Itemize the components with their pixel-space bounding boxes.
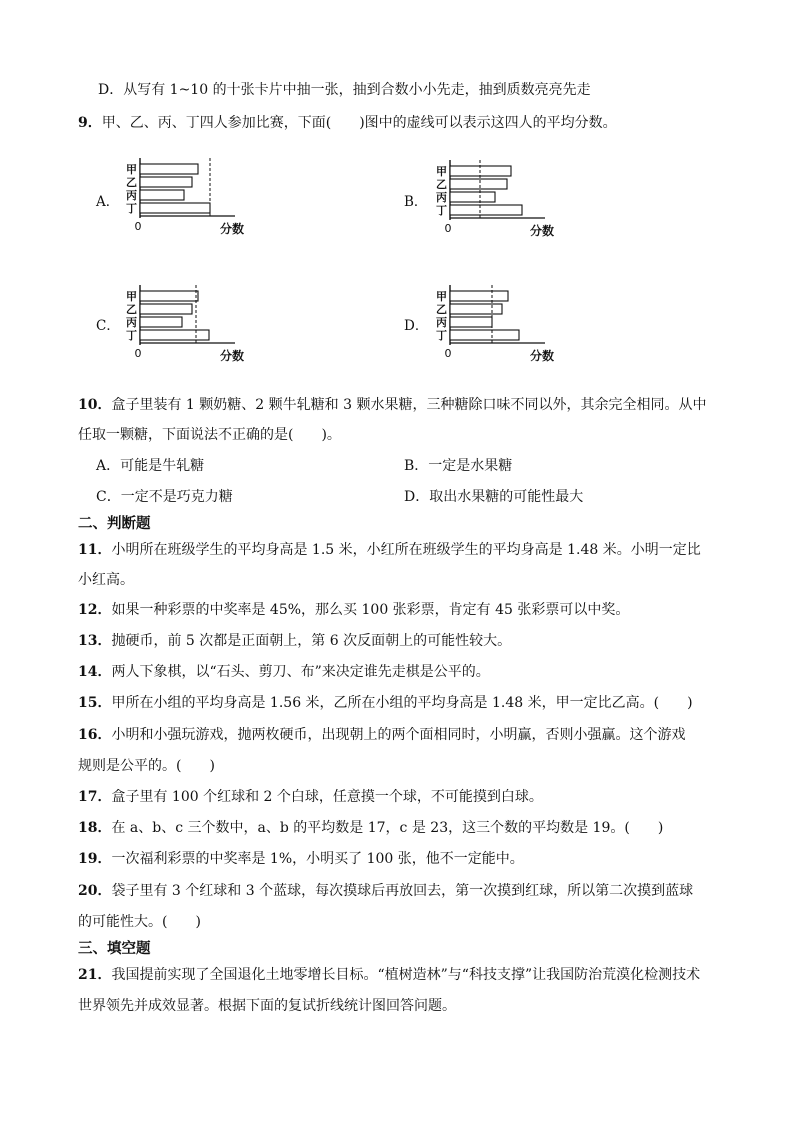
question-17	[78, 787, 543, 807]
x-axis-label: 分数	[219, 349, 245, 363]
bar-1	[450, 291, 508, 301]
bar-4	[140, 330, 209, 340]
question-number: 11．	[78, 542, 112, 558]
question-15	[78, 693, 693, 713]
section-3-title: 三、填空题	[78, 941, 151, 957]
question-text: 一次福利彩票的中奖率是 1%，小明买了 100 张，他不一定能中。	[111, 851, 524, 867]
category-label: 甲	[126, 163, 137, 176]
category-label: 甲	[436, 290, 447, 303]
question-number: 15．	[78, 695, 112, 711]
question-12	[78, 600, 629, 620]
question-10-line2: 任取一颗糖，下面说法不正确的是( )。	[78, 427, 341, 443]
bar-1	[140, 291, 198, 301]
q9-chart-a	[118, 158, 258, 250]
x-axis-label: 分数	[529, 224, 555, 238]
question-number: 14．	[78, 664, 112, 680]
question-10	[78, 395, 706, 415]
q10-option-b: B．一定是水果糖	[404, 458, 513, 474]
bar-3	[140, 317, 182, 327]
question-text: 甲、乙、丙、丁四人参加比赛，下面( )图中的虚线可以表示这四人的平均分数。	[101, 115, 617, 131]
category-label: 丁	[126, 329, 137, 342]
q10-option-a: A．可能是牛轧糖	[96, 458, 205, 474]
category-label: 乙	[436, 178, 447, 191]
category-label: 丁	[436, 329, 447, 342]
x-axis-label: 分数	[529, 349, 555, 363]
question-number: 17．	[78, 789, 112, 805]
question-number: 18．	[78, 820, 112, 836]
question-11	[78, 540, 701, 560]
q9-option-a-label: A．	[96, 194, 120, 210]
question-text-line1: 小明所在班级学生的平均身高是 1.5 米，小红所在班级学生的平均身高是 1.48 米。小明一定比	[111, 542, 701, 558]
question-text: 两人下象棋，以“石头、剪刀、布”来决定谁先走棋是公平的。	[111, 664, 490, 680]
question-16-line2: 规则是公平的。( )	[78, 758, 215, 774]
bar-4	[450, 330, 519, 340]
bar-2	[140, 177, 192, 187]
bar-3	[140, 190, 184, 200]
category-label: 乙	[436, 303, 447, 316]
question-18	[78, 818, 663, 838]
question-21-line2: 世界领先并成效显著。根据下面的复试折线统计图回答问题。	[78, 998, 456, 1014]
question-text: 盒子里有 100 个红球和 2 个白球，任意摸一个球，不可能摸到白球。	[111, 789, 543, 805]
question-text: 抛硬币，前 5 次都是正面朝上，第 6 次反面朝上的可能性较大。	[111, 633, 512, 649]
question-text: 在 a、b、c 三个数中，a、b 的平均数是 17，c 是 23，这三个数的平均数是 19。( )	[111, 820, 664, 836]
question-20-line2: 的可能性大。( )	[78, 914, 201, 930]
question-number: 13．	[78, 633, 112, 649]
question-text: 甲所在小组的平均身高是 1.56 米，乙所在小组的平均身高是 1.48 米，甲一定比乙高。( )	[111, 695, 693, 711]
section-2-title: 二、判断题	[78, 516, 151, 532]
question-9	[78, 113, 617, 133]
question-16	[78, 725, 685, 745]
category-label: 甲	[126, 290, 137, 303]
question-text-line1: 小明和小强玩游戏，抛两枚硬币，出现朝上的两个面相同时，小明赢，否则小强赢。这个游戏	[111, 727, 686, 743]
category-label: 丙	[126, 316, 137, 329]
question-text-line1: 袋子里有 3 个红球和 3 个蓝球，每次摸球后再放回去，第一次摸到红球，所以第二次摸到蓝球	[111, 883, 694, 899]
q9-option-c-label: C．	[96, 318, 120, 334]
bar-2	[140, 304, 192, 314]
category-label: 丁	[126, 202, 137, 215]
question-20	[78, 881, 693, 901]
q10-option-c: C．一定不是巧克力糖	[96, 489, 233, 505]
question-number: 19．	[78, 851, 112, 867]
q8-option-d: D．从写有 1~10 的十张卡片中抽一张，抽到合数小小先走，抽到质数亮亮先走	[98, 82, 591, 98]
q9-option-b-label: B．	[404, 194, 428, 210]
q9-chart-c	[118, 285, 258, 377]
question-number: 20．	[78, 883, 112, 899]
category-label: 甲	[436, 165, 447, 178]
question-number: 21．	[78, 967, 112, 983]
origin-label: 0	[134, 220, 142, 233]
question-number: 10．	[78, 397, 112, 413]
bar-2	[450, 304, 502, 314]
category-label: 丙	[126, 189, 137, 202]
bar-2	[450, 179, 507, 189]
category-label: 丁	[436, 204, 447, 217]
question-number: 12．	[78, 602, 112, 618]
q10-option-d: D．取出水果糖的可能性最大	[404, 489, 584, 505]
question-19	[78, 849, 524, 869]
q9-chart-b	[428, 160, 568, 252]
bar-3	[450, 317, 492, 327]
question-14	[78, 662, 490, 682]
question-number: 9．	[78, 115, 102, 131]
origin-label: 0	[134, 347, 142, 360]
bar-3	[450, 192, 495, 202]
question-text-line1: 我国提前实现了全国退化土地零增长目标。“植树造林”与“科技支撑”让我国防治荒漠化检测技术	[111, 967, 701, 983]
q9-option-d-label: D．	[404, 318, 429, 334]
x-axis-label: 分数	[219, 222, 245, 236]
question-number: 16．	[78, 727, 112, 743]
bar-4	[450, 205, 522, 215]
bar-4	[140, 203, 210, 213]
question-text-line1: 盒子里装有 1 颗奶糖、2 颗牛轧糖和 3 颗水果糖，三种糖除口味不同以外，其余完全相同。从中	[111, 397, 707, 413]
origin-label: 0	[444, 347, 452, 360]
question-11-line2: 小红高。	[78, 572, 134, 588]
question-text: 如果一种彩票的中奖率是 45%，那么买 100 张彩票，肯定有 45 张彩票可以中奖。	[111, 602, 630, 618]
bar-1	[140, 164, 198, 174]
q9-chart-d	[428, 285, 568, 377]
category-label: 丙	[436, 316, 447, 329]
origin-label: 0	[444, 222, 452, 235]
category-label: 丙	[436, 191, 447, 204]
category-label: 乙	[126, 176, 137, 189]
question-13	[78, 631, 511, 651]
category-label: 乙	[126, 303, 137, 316]
question-21	[78, 965, 700, 985]
